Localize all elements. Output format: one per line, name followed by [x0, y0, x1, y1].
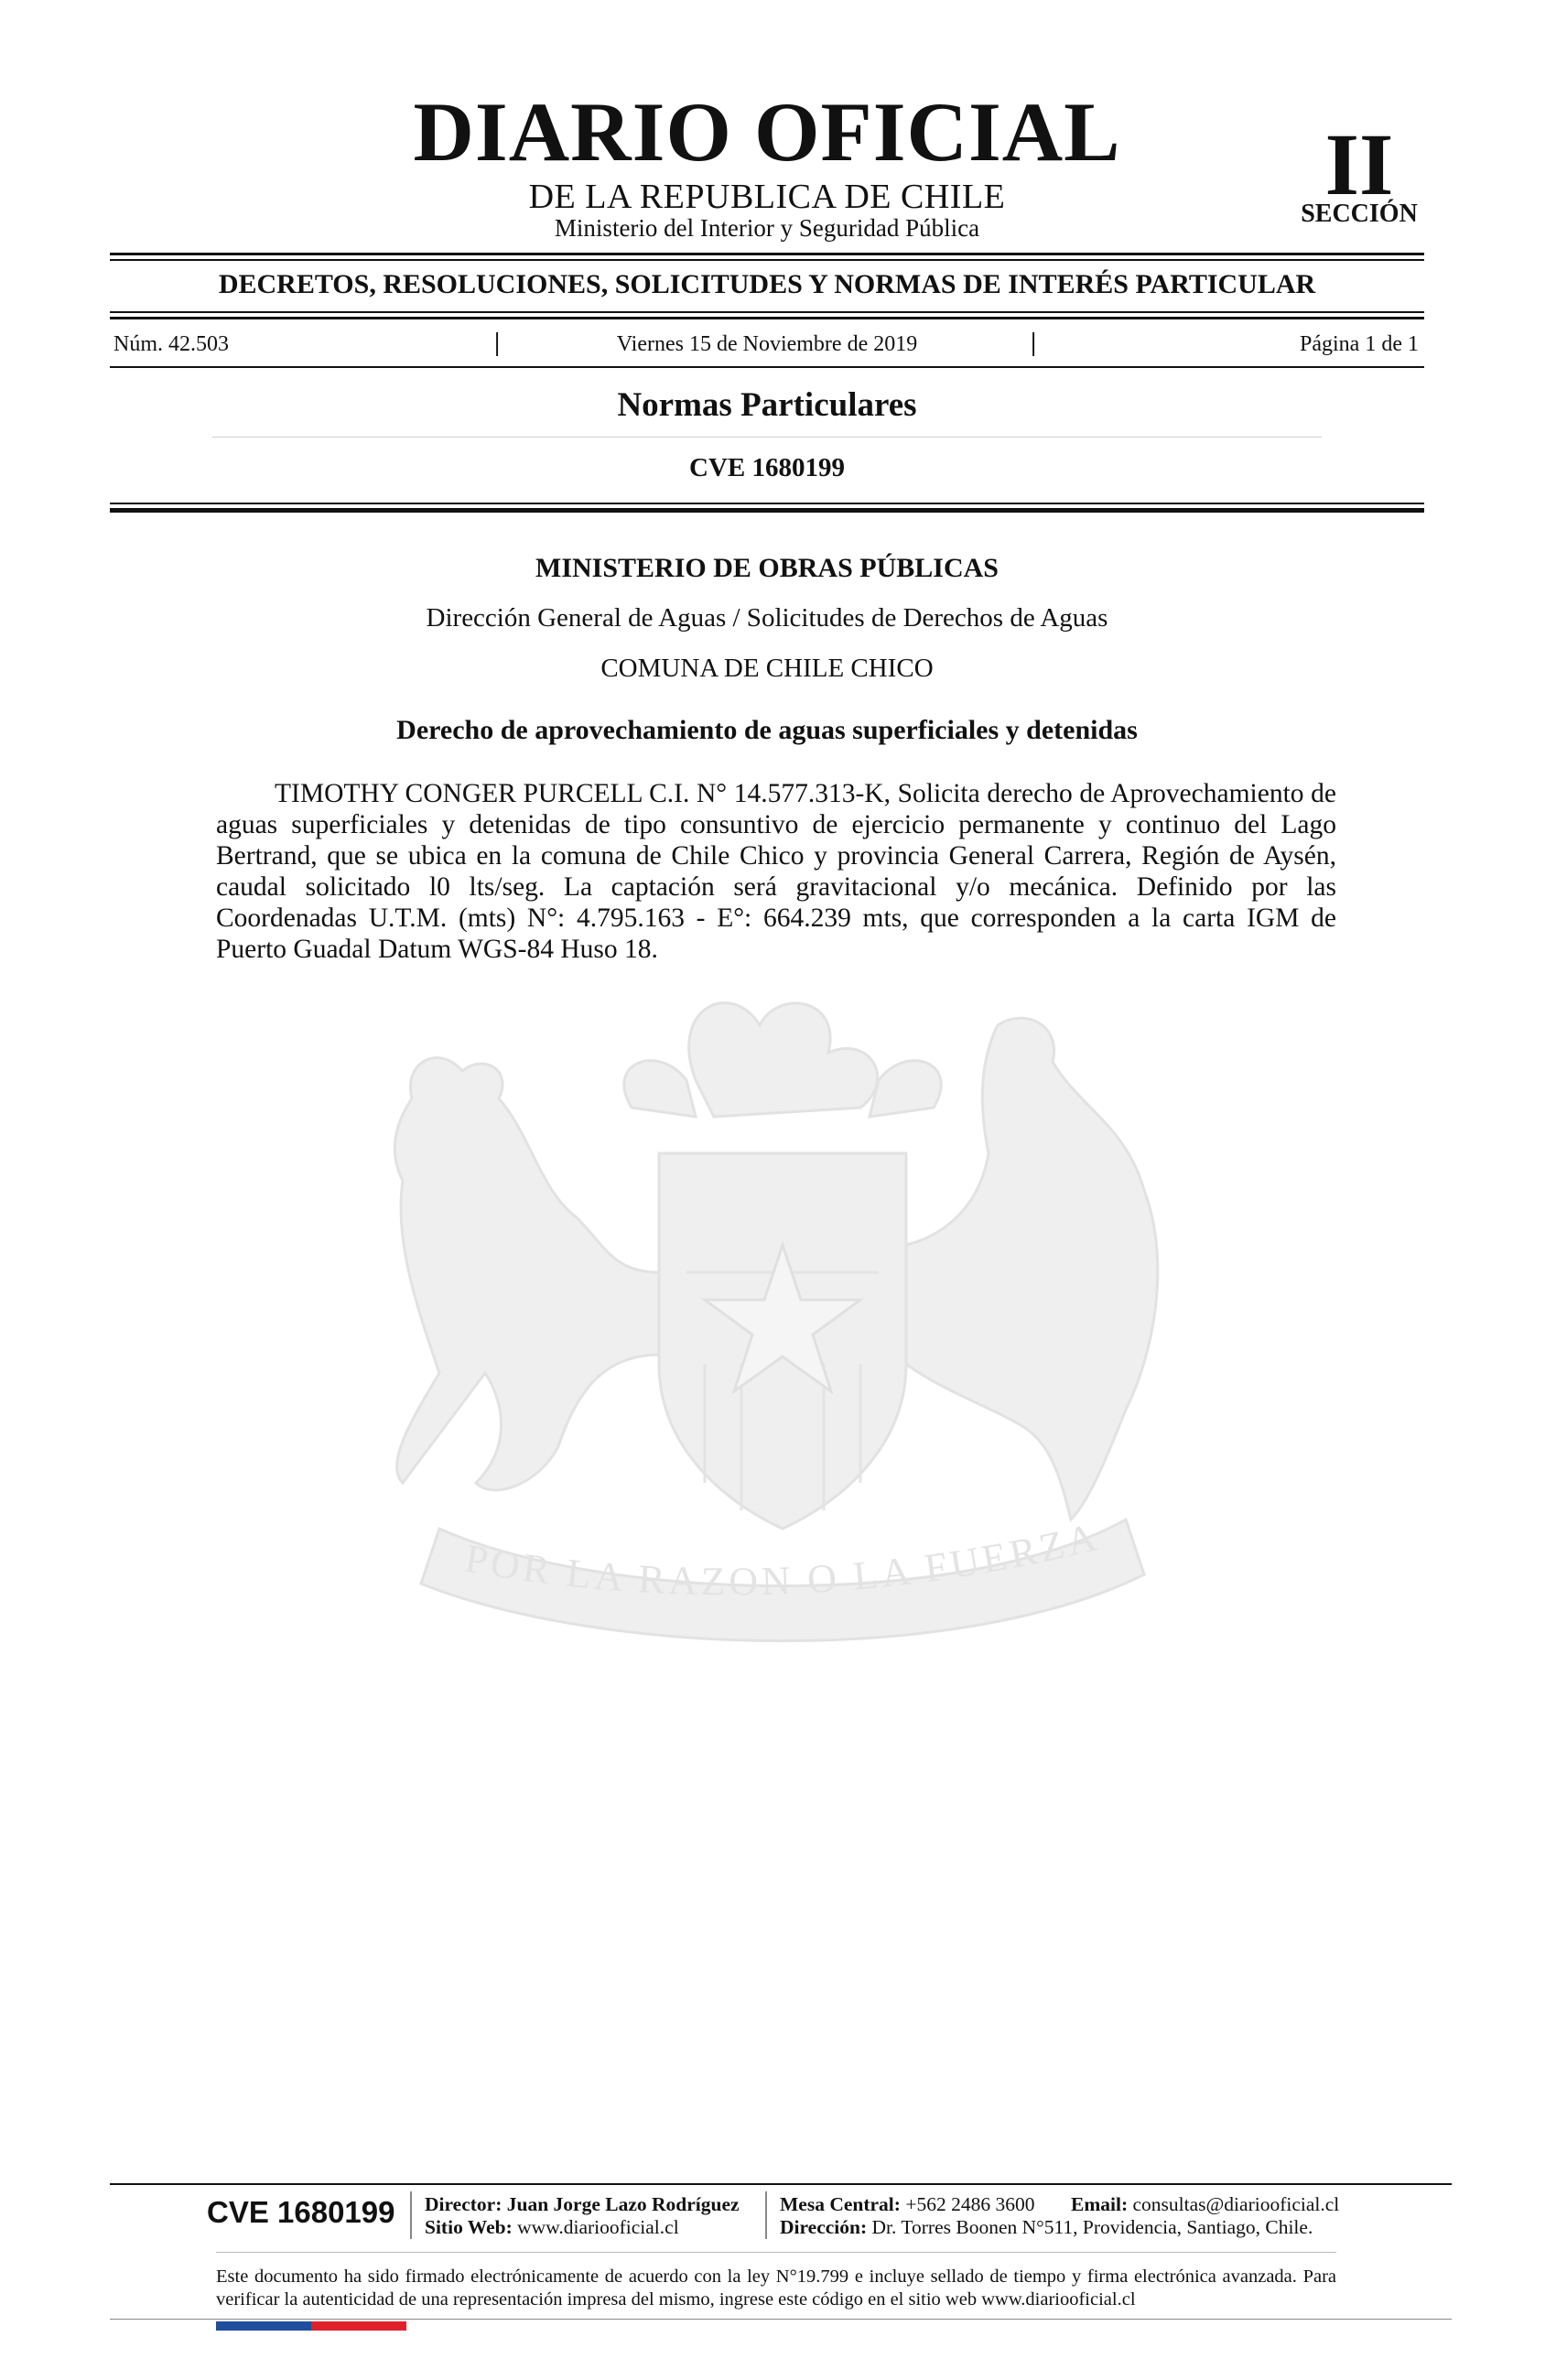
phone-value: +562 2486 3600: [905, 2193, 1035, 2215]
footer-separator: [410, 2191, 412, 2239]
cve-code: CVE 1680199: [689, 453, 845, 482]
divider: [110, 259, 1424, 261]
address-value: Dr. Torres Boonen N°511, Providencia, Santiago, Chile.: [871, 2216, 1313, 2238]
section-label: SECCIÓN: [1301, 200, 1418, 228]
footer-divider: [110, 2319, 1452, 2320]
section-numeral: II: [1324, 115, 1394, 213]
flag-stripe-blue: [216, 2321, 311, 2331]
web-label: Sitio Web:: [425, 2216, 513, 2238]
divider: [110, 366, 1424, 368]
footer-cve-code: CVE 1680199: [207, 2195, 395, 2229]
masthead-subtitle: DE LA REPUBLICA DE CHILE: [528, 178, 1006, 216]
masthead-title: DIARIO OFICIAL: [413, 85, 1121, 178]
footer-website: [425, 2218, 679, 2238]
divider: [110, 503, 1424, 504]
directorate-line: Dirección General de Aguas / Solicitudes de Derechos de Aguas: [426, 603, 1108, 633]
director-label: Director:: [425, 2193, 502, 2215]
phone-label: Mesa Central:: [780, 2193, 901, 2215]
director-name: Juan Jorge Lazo Rodríguez: [506, 2193, 740, 2215]
address-label: Dirección:: [780, 2216, 868, 2238]
watermark-motto: POR LA RAZON O LA FUERZA: [461, 1513, 1105, 1605]
page-indicator: Página 1 de 1: [1300, 332, 1419, 356]
footer-director: [425, 2195, 740, 2215]
footer-legal-notice: Este documento ha sido firmado electrónicamente de acuerdo con la ley N°19.799 e incluye sellado de tiempo y firma electrónica avanzada. Para verificar la autenticidad de una representación impresa del mismo, ingrese este código en el sitio web www.diariooficial.cl: [216, 2266, 1336, 2310]
divider: [110, 508, 1424, 513]
issue-number: Núm. 42.503: [113, 332, 229, 356]
masthead-ministry: Ministerio del Interior y Seguridad Pública: [554, 214, 980, 242]
email-label: Email:: [1071, 2193, 1129, 2215]
section-heading: Normas Particulares: [617, 386, 917, 424]
category-banner: DECRETOS, RESOLUCIONES, SOLICITUDES Y NORMAS DE INTERÉS PARTICULAR: [218, 269, 1316, 299]
footer-divider: [216, 2252, 1336, 2253]
footer-email: [1071, 2195, 1339, 2215]
divider: [110, 311, 1424, 313]
ministry-heading: MINISTERIO DE OBRAS PÚBLICAS: [535, 553, 999, 583]
issue-date: Viernes 15 de Noviembre de 2019: [616, 332, 918, 356]
footer-separator: [765, 2191, 767, 2239]
document-title: Derecho de aprovechamiento de aguas superficiales y detenidas: [396, 715, 1138, 745]
divider: [110, 317, 1424, 319]
email-link[interactable]: consultas@diariooficial.cl: [1132, 2193, 1340, 2215]
flag-stripe-red: [311, 2321, 406, 2331]
body-paragraph: TIMOTHY CONGER PURCELL C.I. N° 14.577.313-K, Solicita derecho de Aprovechamiento de aguas superficiales y detenidas de tipo consuntivo de ejercicio permanente y continuo del Lago Bertrand, que se ubica en la comuna de Chile Chico y provincia General Carrera, Región de Aysén, caudal solicitado l0 lts/seg. La captación será gravitacional y/o mecánica. Definido por las Coordenadas U.T.M. (mts) N°: 4.795.163 - E°: 664.239 mts, que corresponden a la carta IGM de Puerto Guadal Datum WGS-84 Huso 18.: [216, 779, 1336, 964]
issue-separator: |: [1031, 329, 1037, 357]
chile-coat-of-arms-icon: [302, 970, 1263, 1666]
issue-separator: |: [494, 329, 501, 357]
commune-line: COMUNA DE CHILE CHICO: [600, 654, 934, 683]
footer-address: [780, 2218, 1313, 2238]
footer-phone: [780, 2195, 1034, 2215]
footer-divider: [110, 2183, 1452, 2185]
web-link[interactable]: www.diariooficial.cl: [517, 2216, 679, 2238]
divider: [110, 253, 1424, 255]
divider: [212, 437, 1322, 438]
